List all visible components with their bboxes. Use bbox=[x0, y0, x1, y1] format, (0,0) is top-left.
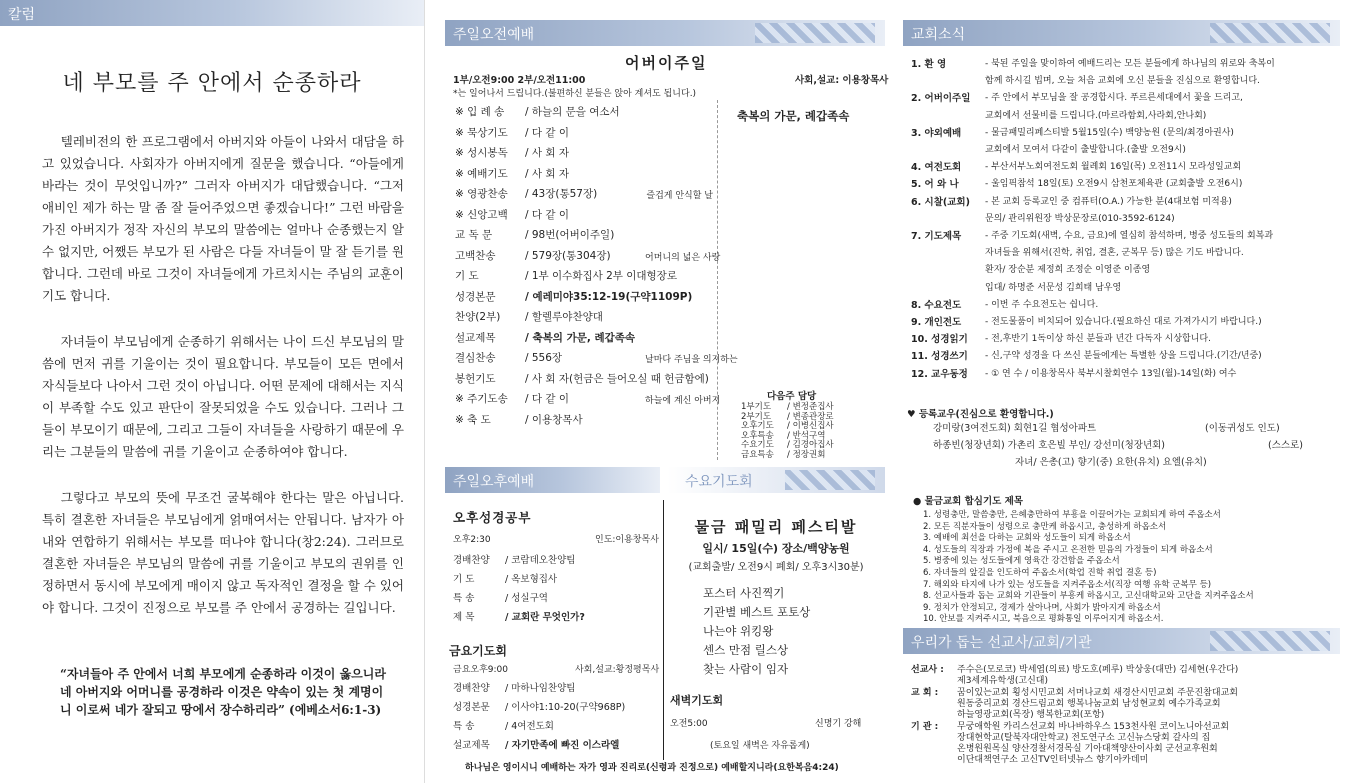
next-week-person: / 이병신집사 bbox=[787, 421, 834, 431]
news-header-label: 교회소식 bbox=[911, 27, 966, 43]
friday-label: 성경본문 bbox=[453, 702, 490, 713]
news-item-text: 환자/ 장순분 제정희 조정순 이영준 이종영 bbox=[985, 265, 1151, 276]
mission-entry: 주수은(모로코) 박세엽(의료) 방도호(페루) 박상웅(대만) 김세현(우간다) bbox=[957, 665, 1239, 675]
order-hymn-title: 날마다 주님을 의지하는 bbox=[645, 355, 738, 365]
news-item-label: 5. 어 와 나 bbox=[911, 179, 959, 191]
order-value: / 사 회 자 bbox=[525, 147, 569, 159]
festival-title: 물금 패밀리 페스티발 bbox=[694, 518, 858, 536]
friday-label: 특 송 bbox=[453, 721, 475, 732]
header-pattern bbox=[785, 470, 875, 490]
next-week-role: 오후특송 bbox=[741, 430, 774, 441]
news-item-label: 6. 시찰(교회) bbox=[911, 196, 970, 208]
news-panel bbox=[903, 0, 1340, 783]
prayer-title: ● 물금교회 합심기도 제목 bbox=[913, 496, 1023, 507]
mission-entry: 온병원원목실 양산경찰서경목실 기아대책양산이사회 군선교후원회 bbox=[957, 744, 1218, 755]
order-label: 설교제목 bbox=[455, 331, 496, 344]
order-value: / 556장 bbox=[525, 352, 563, 364]
order-value: / 43장(통57장) bbox=[525, 188, 598, 200]
festival-date: 일시/ 15일(수) 장소/백양농원 bbox=[702, 542, 850, 555]
festival-item: 센스 만점 릴스상 bbox=[703, 643, 789, 657]
order-value: / 예레미야35:12-19(구약1109P) bbox=[525, 290, 693, 303]
next-week-person: / 변종관장로 bbox=[787, 411, 834, 422]
prayer-item: 3. 예배에 최선을 다하는 교회와 성도들이 되게 하옵소서 bbox=[923, 533, 1131, 544]
festival-item: 나는야 위킹왕 bbox=[703, 624, 774, 638]
registrant-guide: (스스로) bbox=[1268, 440, 1303, 451]
afternoon-header-label: 주일오후예배 bbox=[453, 474, 535, 490]
order-hymn-title: 하늘에 계신 아버지 bbox=[645, 396, 721, 406]
prayer-item: 10. 안보를 지켜주시고, 북음으로 평화통일 이루어지게 하옵소서. bbox=[923, 614, 1164, 625]
morning-header-label: 주일오전예배 bbox=[453, 27, 535, 43]
order-label: ※ 신앙고백 bbox=[455, 208, 508, 221]
news-item-label: 4. 여전도회 bbox=[911, 162, 962, 174]
friday-value: / 자기만족에 빠진 이스라엘 bbox=[505, 740, 620, 751]
next-week-role: 오후기도 bbox=[741, 421, 774, 431]
dawn-time: 오전5:00 bbox=[670, 719, 708, 729]
order-label: ※ 축 도 bbox=[455, 413, 491, 426]
news-item-label: 11. 성경쓰기 bbox=[911, 351, 968, 363]
news-item-text: - 전,후반기 1독이상 하신 분들과 년간 다독자 시상합니다. bbox=[985, 334, 1211, 345]
order-value: / 98번(어버이주일) bbox=[525, 229, 615, 241]
registrant: 강미랑(3여전도회) 회현1길 협성아파트 bbox=[933, 423, 1097, 434]
news-item-text: - 부산서부노회여전도회 월례회 16일(목) 오전11시 모라성일교회 bbox=[985, 162, 1242, 173]
header-pattern bbox=[755, 23, 875, 43]
news-item-text: - 북된 주일을 맞이하여 예배드리는 모든 분들에게 하나님의 위로와 축복이 bbox=[985, 59, 1275, 69]
afternoon-header bbox=[445, 467, 660, 493]
afternoon-title: 오후성경공부 bbox=[453, 510, 532, 525]
news-item-text: - 주 안에서 부모님을 잘 공경합시다. 푸르른세대에서 꽃을 드리고, bbox=[985, 93, 1243, 104]
mission-category: 교 회 : bbox=[911, 687, 939, 698]
registration-title: ♥ 등록교우(진심으로 환영합니다.) bbox=[907, 409, 1054, 420]
column-paragraph-3: 그렇다고 부모의 뜻에 무조건 굴복해야 한다는 말은 아닙니다. 특히 결혼한 자녀들은 부모님에게 얽매여서는 안됩니다. 남자가 아내와 연합하기 위해서는 부모를 떠나야 합니다(창2:24). 그러므로 결혼한 자녀들은 부모님의 말씀에 귀를 기울이고 부모의 권위를 인정하면서 동시에 부모에게 매이지 않고 독자적인 결정을 할 수 있어야 합니다. 그것이 진정으로 부모를 주 안에서 공경하는 길입니다. bbox=[42, 490, 404, 615]
news-item-text: - 주중 기도회(새벽, 수요, 금요)에 열심히 참석하며, 병중 성도들의 회복과 bbox=[985, 231, 1274, 241]
news-item-label: 8. 수요전도 bbox=[911, 299, 962, 311]
friday-value: / 4여전도회 bbox=[505, 721, 554, 732]
next-week-role: 1부기도 bbox=[741, 402, 772, 412]
friday-value: / 이사야1:10-20(구약968P) bbox=[505, 702, 626, 713]
prayer-item: 5. 병중에 있는 성도들에게 영육간 강건함을 주옵소서 bbox=[923, 556, 1120, 567]
news-item-text: - 이번 주 수요전도는 쉽니다. bbox=[985, 299, 1099, 310]
news-item-text: 자녀들을 위해서(진학, 취업, 결혼, 군복무 등) 많은 기도 바랍니다. bbox=[985, 248, 1244, 259]
morning-header bbox=[445, 20, 885, 46]
news-item-text: - 전도물품이 비치되어 있습니다.(필요하신 대로 가져가시기 바랍니다.) bbox=[985, 317, 1262, 327]
morning-times: 1부/오전9:00 2부/오전11:00 bbox=[453, 75, 586, 86]
prayer-item: 7. 해외와 타지에 나가 있는 성도들을 지켜주옵소서(직장 여행 유학 군복무 등) bbox=[923, 579, 1212, 590]
festival-times: (교회출발/ 오전9시 폐회/ 오후3시30분) bbox=[688, 562, 864, 573]
order-label: ※ 입 례 송 bbox=[455, 106, 505, 118]
registrant: 자녀/ 은총(고) 향기(중) 요한(유치) 요엘(유치) bbox=[1015, 457, 1207, 468]
column-panel bbox=[0, 0, 425, 783]
order-value: / 축복의 가문, 례갑족속 bbox=[525, 331, 636, 344]
order-label: ※ 예배기도 bbox=[455, 167, 508, 180]
friday-label: 설교제목 bbox=[453, 740, 490, 751]
order-value: / 다 같 이 bbox=[525, 208, 569, 221]
news-item-text: 함께 하시길 빕며, 오늘 처음 교회에 오신 분들을 진심으로 환영합니다. bbox=[985, 76, 1260, 87]
friday-title: 금요기도회 bbox=[449, 644, 507, 658]
order-value: / 1부 이수화집사 2부 이대형장로 bbox=[525, 270, 677, 282]
afternoon-value: / 성실구역 bbox=[505, 593, 548, 604]
news-item-label: 7. 기도제목 bbox=[911, 231, 962, 242]
registrant: 하종빈(청장년회) 가촌리 호은빌 부인/ 강선미(청장년회) bbox=[933, 440, 1165, 451]
afternoon-label: 경배찬양 bbox=[453, 555, 490, 566]
prayer-item: 2. 모든 직분자들이 성령으로 충만케 하옵시고, 충성하게 하옵소서 bbox=[923, 521, 1167, 532]
order-value: / 579장(통304장) bbox=[525, 249, 611, 262]
prayer-item: 8. 선교사들과 돕는 교회와 기관들이 부흥케 하옵시고, 고신대학교와 고단을 지켜주옵소서 bbox=[923, 591, 1254, 602]
dawn-leader: 신명기 강해 bbox=[815, 719, 862, 729]
order-label: 봉헌기도 bbox=[455, 372, 496, 385]
friday-leader: 사회,설교:황정평목사 bbox=[575, 665, 660, 675]
news-item-label: 3. 야외예배 bbox=[911, 127, 962, 139]
missions-header bbox=[903, 628, 1340, 654]
mission-entry: 장대현학교(탈북자대안학교) 전도연구소 고신뉴스당회 갈사의 집 bbox=[957, 732, 1211, 743]
next-week-person: / 정장권회 bbox=[787, 449, 826, 460]
prayer-item: 1. 성령충만, 말씀충만, 은혜충만하여 부흥을 이끌어가는 교회되게 하여 주옵소서 bbox=[923, 510, 1221, 520]
order-value: / 이용창목사 bbox=[525, 413, 583, 426]
dawn-title: 새벽기도회 bbox=[670, 694, 724, 707]
registrant-guide: (이동귀성도 인도) bbox=[1205, 423, 1280, 434]
next-week-role: 수요기도 bbox=[741, 440, 774, 450]
prayer-item: 4. 성도들의 직장과 가정에 복을 주시고 온전한 믿음의 가정들이 되게 하옵소서 bbox=[923, 544, 1213, 555]
column-header bbox=[0, 0, 424, 26]
prayer-item: 9. 정치가 안정되고, 경제가 살아나며, 사회가 밝아지게 하옵소서 bbox=[923, 602, 1161, 613]
mission-category: 선교사 : bbox=[911, 665, 944, 675]
next-week-role: 금요특송 bbox=[741, 449, 774, 460]
mission-entry: 꿈이있는교회 횡성시민교회 서머나교회 새경산시민교회 주문진참대교회 bbox=[957, 687, 1238, 698]
header-pattern bbox=[1210, 23, 1330, 43]
header-pattern bbox=[1210, 631, 1330, 651]
afternoon-label: 특 송 bbox=[453, 593, 475, 604]
order-value: / 다 같 이 bbox=[525, 126, 569, 139]
sermon-title-box: 축복의 가문, 례갑족속 bbox=[737, 109, 850, 123]
prayer-item: 6. 자녀들의 앞길을 인도하여 주옵소서(학업 진학 취업 결혼 등) bbox=[923, 568, 1157, 578]
order-label: ※ 주기도송 bbox=[455, 393, 508, 405]
afternoon-label: 기 도 bbox=[453, 574, 475, 585]
column-paragraph-1: 텔레비전의 한 프로그램에서 아버지와 아들이 나와서 대담을 하고 있었습니다. 사회자가 아버지에게 질문을 했습니다. “아들에게 바라는 것이 무엇입니까?” 그러자 아버지가 대답했습니다. “그저 애비인 제가 하는 말 좀 잘 들어주었으면 좋겠습니다!” 그런 바람을 가진 아버지가 정작 자신의 부모의 말씀에는 얼마나 순종했는지 알 수 없지만, 어쨌든 부모가 된 사람은 다들 자녀들이 말 잘 듣기를 원합니다. 그런데 바로 그것이 자녀들에게 가르치시는 주님의 교훈이기도 합니다. bbox=[42, 134, 404, 303]
morning-preacher: 사회,설교: 이용창목사 bbox=[795, 75, 889, 86]
news-item-label: 1. 환 영 bbox=[911, 59, 947, 70]
order-label: 결심찬송 bbox=[455, 352, 496, 364]
morning-title: 어버이주일 bbox=[625, 54, 708, 72]
order-value: / 사 회 자(헌금은 들어오실 때 헌금함에) bbox=[525, 372, 709, 385]
news-item-label: 2. 어버이주일 bbox=[911, 93, 971, 105]
afternoon-value: / 교회란 무엇인가? bbox=[505, 612, 585, 623]
column-header-label: 칼럼 bbox=[8, 7, 36, 23]
order-label: 성경본문 bbox=[455, 290, 496, 303]
news-item-label: 9. 개인전도 bbox=[911, 317, 962, 328]
morning-note: *는 일어나서 드립니다.(불편하신 분들은 앉아 계셔도 됩니다.) bbox=[453, 89, 697, 99]
festival-item: 기관별 베스트 포토상 bbox=[703, 605, 811, 619]
order-value: / 하늘의 문을 여소서 bbox=[525, 106, 620, 118]
friday-time: 금요오후9:00 bbox=[453, 665, 508, 675]
afternoon-leader: 인도:이용창목사 bbox=[595, 535, 659, 545]
next-week-title: 다음주 담당 bbox=[767, 391, 817, 402]
order-value: / 사 회 자 bbox=[525, 167, 569, 180]
news-item-label: 10. 성경읽기 bbox=[911, 334, 968, 346]
order-label: 교 독 문 bbox=[455, 229, 493, 241]
column-title: 네 부모를 주 안에서 순종하라 bbox=[62, 71, 362, 96]
mission-entry: 이단대책연구소 고신TV인터넷뉴스 향기아카데미 bbox=[957, 755, 1149, 766]
order-label: ※ 성시봉독 bbox=[455, 147, 508, 159]
news-item-text: - 울임픽참석 18일(토) 오전9시 삼천포체육관 (교회출발 오전6시) bbox=[985, 179, 1243, 190]
news-item-text: 입대/ 하명준 서문성 김희태 남우영 bbox=[985, 282, 1122, 293]
order-value: / 다 같 이 bbox=[525, 393, 569, 405]
friday-label: 경배찬양 bbox=[453, 683, 490, 694]
news-item-text: - 신,구약 성경을 다 쓰신 분들에게는 특별한 상을 드립니다.(기간/년중) bbox=[985, 351, 1262, 362]
afternoon-time: 오후2:30 bbox=[453, 535, 491, 545]
order-hymn-title: 어머니의 넓은 사랑 bbox=[645, 252, 721, 263]
news-item-text: - ① 연 수 / 이용창목사 북부시찰회연수 13일(월)-14일(화) 여수 bbox=[985, 368, 1237, 379]
news-item-text: - 본 교회 등록교인 중 컴퓨터(O.A.) 가능한 분(4대보험 미적용) bbox=[985, 196, 1232, 207]
footer-verse: 하나님은 영이시니 예배하는 자가 영과 진리로(신령과 진정으로) 예배할지니라(요한복음4:24) bbox=[465, 763, 839, 773]
mission-entry: 하늘영광교회(목장) 행복한교회(포항) bbox=[957, 710, 1105, 721]
dawn-note: (토요일 새벽은 자유롭게) bbox=[710, 741, 810, 751]
news-item-text: 교회에서 모여서 다같이 출발합니다.(출발 오전9시) bbox=[985, 145, 1186, 155]
afternoon-value: / 옥보형집사 bbox=[505, 574, 558, 585]
news-item-text: - 물금패밀리페스티발 5월15일(수) 백양농원 (문의/최경아권사) bbox=[985, 127, 1234, 138]
worship-panel bbox=[445, 0, 889, 783]
order-label: 고백찬송 bbox=[455, 249, 496, 262]
mission-entry: 제3세계유학생(고신대) bbox=[957, 676, 1048, 687]
mission-category: 기 관 : bbox=[911, 721, 939, 732]
column-quote: “자녀들아 주 안에서 너희 부모에게 순종하라 이것이 옳으니라 네 아버지와 어머니를 공경하라 이것은 약속이 있는 첫 계명이니 이로써 네가 잘되고 땅에서 장수하리라” (에베소서6:1-3) bbox=[60, 667, 386, 717]
news-item-text: 문의/ 관리위원장 박상문장로(010-3592-6124) bbox=[985, 213, 1175, 224]
news-item-label: 12. 교우동정 bbox=[911, 368, 968, 380]
order-label: 찬양(2부) bbox=[455, 311, 501, 323]
next-week-person: / 김경아집사 bbox=[787, 440, 834, 450]
friday-value: / 마하나임찬양팀 bbox=[505, 683, 576, 694]
next-week-role: 2부기도 bbox=[741, 411, 772, 422]
column-paragraph-2: 자녀들이 부모님에게 순종하기 위해서는 나이 드신 부모님의 말씀에 먼저 귀를 기울이는 것이 필요합니다. 부모들이 모든 면에서 자식들보다 나아서 그런 것이 아닙니다. 어떤 문제에 대해서는 지식이 부족할 수도 있고 판단이 잘못되었을 수도 있습니다. 그러나 그들이 부모이기 때문에, 그리고 그들이 자녀들을 사랑하기 때문에 우리는 그분들의 말씀에 귀를 기울이고 순종하여야 합니다. bbox=[42, 334, 404, 459]
order-divider bbox=[717, 100, 718, 460]
festival-item: 포스터 사진찍기 bbox=[703, 586, 785, 600]
missions-header-label: 우리가 돕는 선교사/교회/기관 bbox=[911, 635, 1092, 651]
order-hymn-title: 즐겁게 안식할 날 bbox=[646, 191, 713, 201]
mission-entry: 무궁애학원 카리스선교회 바나바하우스 153천사원 코이노니아선교회 bbox=[957, 721, 1230, 732]
afternoon-label: 제 목 bbox=[453, 612, 475, 623]
wednesday-header bbox=[667, 467, 885, 493]
mission-entry: 원동중리교회 경산드림교회 행복나눔교회 남성현교회 예수가족교회 bbox=[957, 698, 1221, 709]
news-header bbox=[903, 20, 1340, 46]
order-label: ※ 묵상기도 bbox=[455, 126, 508, 139]
order-value: / 할렐루야찬양대 bbox=[525, 311, 603, 323]
next-week-person: / 반석구역 bbox=[787, 430, 826, 441]
next-week-person: / 변정준집사 bbox=[787, 402, 834, 412]
order-label: 기 도 bbox=[455, 270, 479, 282]
bottom-divider bbox=[663, 500, 664, 760]
wednesday-header-label: 수요기도회 bbox=[685, 474, 753, 490]
festival-item: 찾는 사람이 임자 bbox=[703, 662, 789, 676]
news-item-text: 교회에서 선물비를 드립니다.(마르라함회,사라회,안나회) bbox=[985, 110, 1207, 121]
afternoon-value: / 코람데오찬양팀 bbox=[505, 555, 576, 566]
order-label: ※ 영광찬송 bbox=[455, 188, 508, 200]
